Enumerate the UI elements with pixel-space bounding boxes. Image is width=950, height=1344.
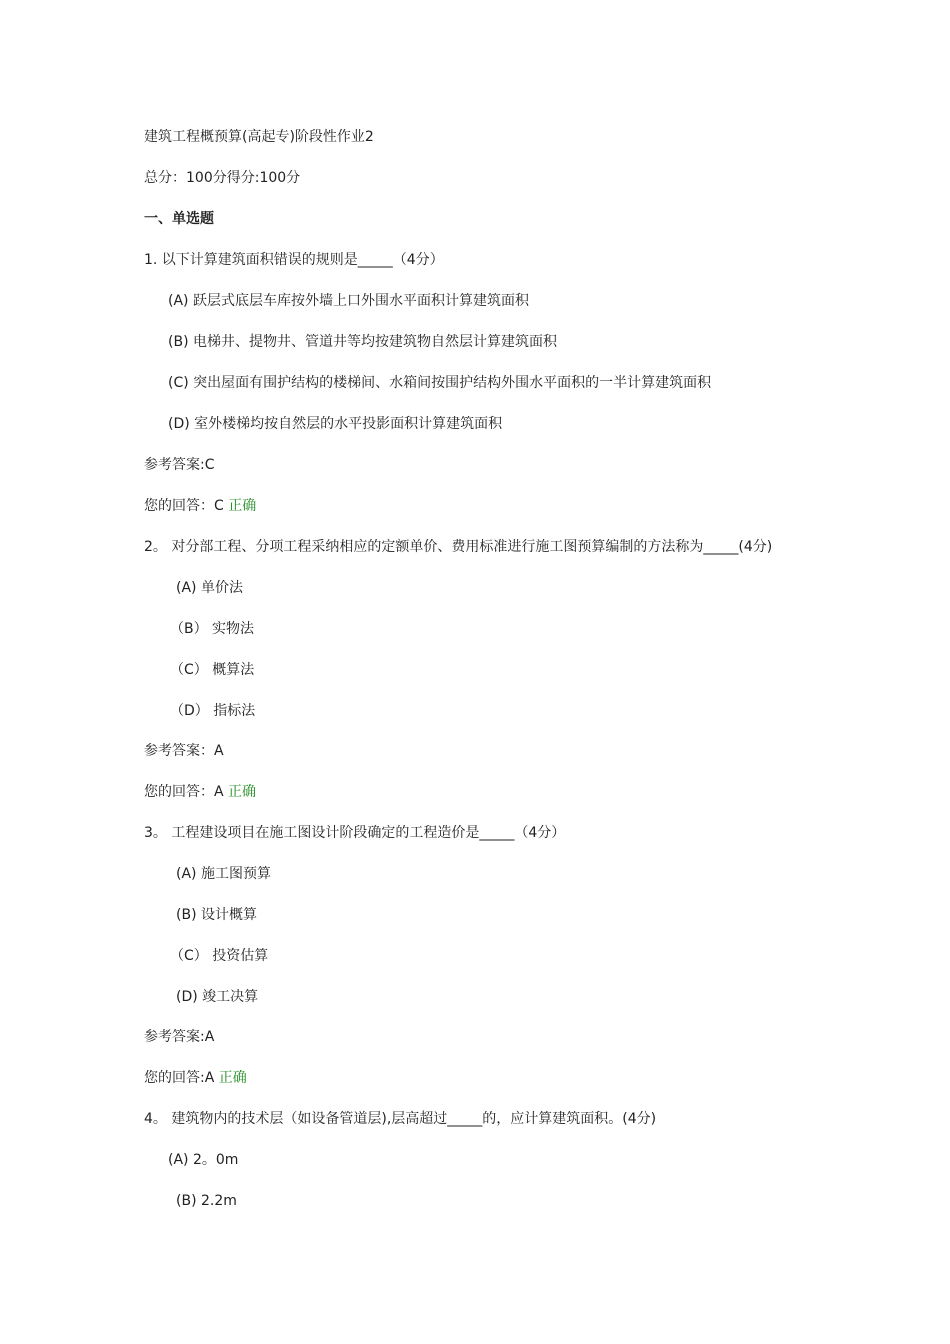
question-3-option-a: (A) 施工图预算	[176, 866, 271, 882]
question-4-stem: 4。 建筑物内的技术层（如设备管道层),层高超过_____的，应计算建筑面积。(4分)	[144, 1111, 657, 1127]
correct-badge: 正确	[218, 1070, 247, 1086]
question-3-reference-answer: 参考答案:A	[144, 1029, 215, 1045]
correct-badge: 正确	[228, 784, 257, 800]
question-3-option-b: (B) 设计概算	[176, 907, 257, 923]
answer-prefix: 您的回答:A	[144, 1070, 219, 1086]
question-2-your-answer	[144, 783, 256, 801]
document-title: 建筑工程概预算(高起专)阶段性作业2	[144, 129, 374, 145]
question-1-option-c: (C) 突出屋面有围护结构的楼梯间、水箱间按围护结构外围水平面积的一半计算建筑面积	[168, 375, 712, 391]
question-1-option-b: (B) 电梯井、提物井、管道井等均按建筑物自然层计算建筑面积	[168, 334, 557, 350]
question-1-stem: 1. 以下计算建筑面积错误的规则是_____（4分）	[144, 252, 444, 268]
question-2-option-b: （B） 实物法	[170, 621, 255, 637]
question-2-option-c: （C） 概算法	[170, 662, 255, 678]
question-3-your-answer	[144, 1069, 247, 1087]
question-4-option-a: (A) 2。0m	[168, 1152, 239, 1168]
question-3-option-d: (D) 竣工决算	[176, 989, 259, 1005]
question-2-reference-answer: 参考答案：A	[144, 743, 224, 759]
question-3-option-c: （C） 投资估算	[170, 948, 269, 964]
question-3-stem: 3。 工程建设项目在施工图设计阶段确定的工程造价是_____（4分）	[144, 825, 566, 841]
answer-prefix: 您的回答：A	[144, 784, 229, 800]
correct-badge: 正确	[228, 498, 257, 514]
score-line: 总分：100分得分:100分	[144, 170, 301, 186]
question-1-option-d: (D) 室外楼梯均按自然层的水平投影面积计算建筑面积	[168, 416, 503, 432]
question-2-option-d: （D） 指标法	[170, 703, 256, 719]
question-1-option-a: (A) 跃层式底层车库按外墙上口外围水平面积计算建筑面积	[168, 293, 529, 309]
question-1-reference-answer: 参考答案:C	[144, 457, 215, 473]
question-2-option-a: (A) 单价法	[176, 580, 243, 596]
section-heading: 一、单选题	[144, 211, 214, 227]
answer-prefix: 您的回答：C	[144, 498, 229, 514]
question-4-option-b: (B) 2.2m	[176, 1193, 237, 1209]
question-2-stem: 2。 对分部工程、分项工程采纳相应的定额单价、费用标准进行施工图预算编制的方法称为_____(4分)	[144, 539, 773, 555]
question-1-your-answer	[144, 497, 256, 515]
